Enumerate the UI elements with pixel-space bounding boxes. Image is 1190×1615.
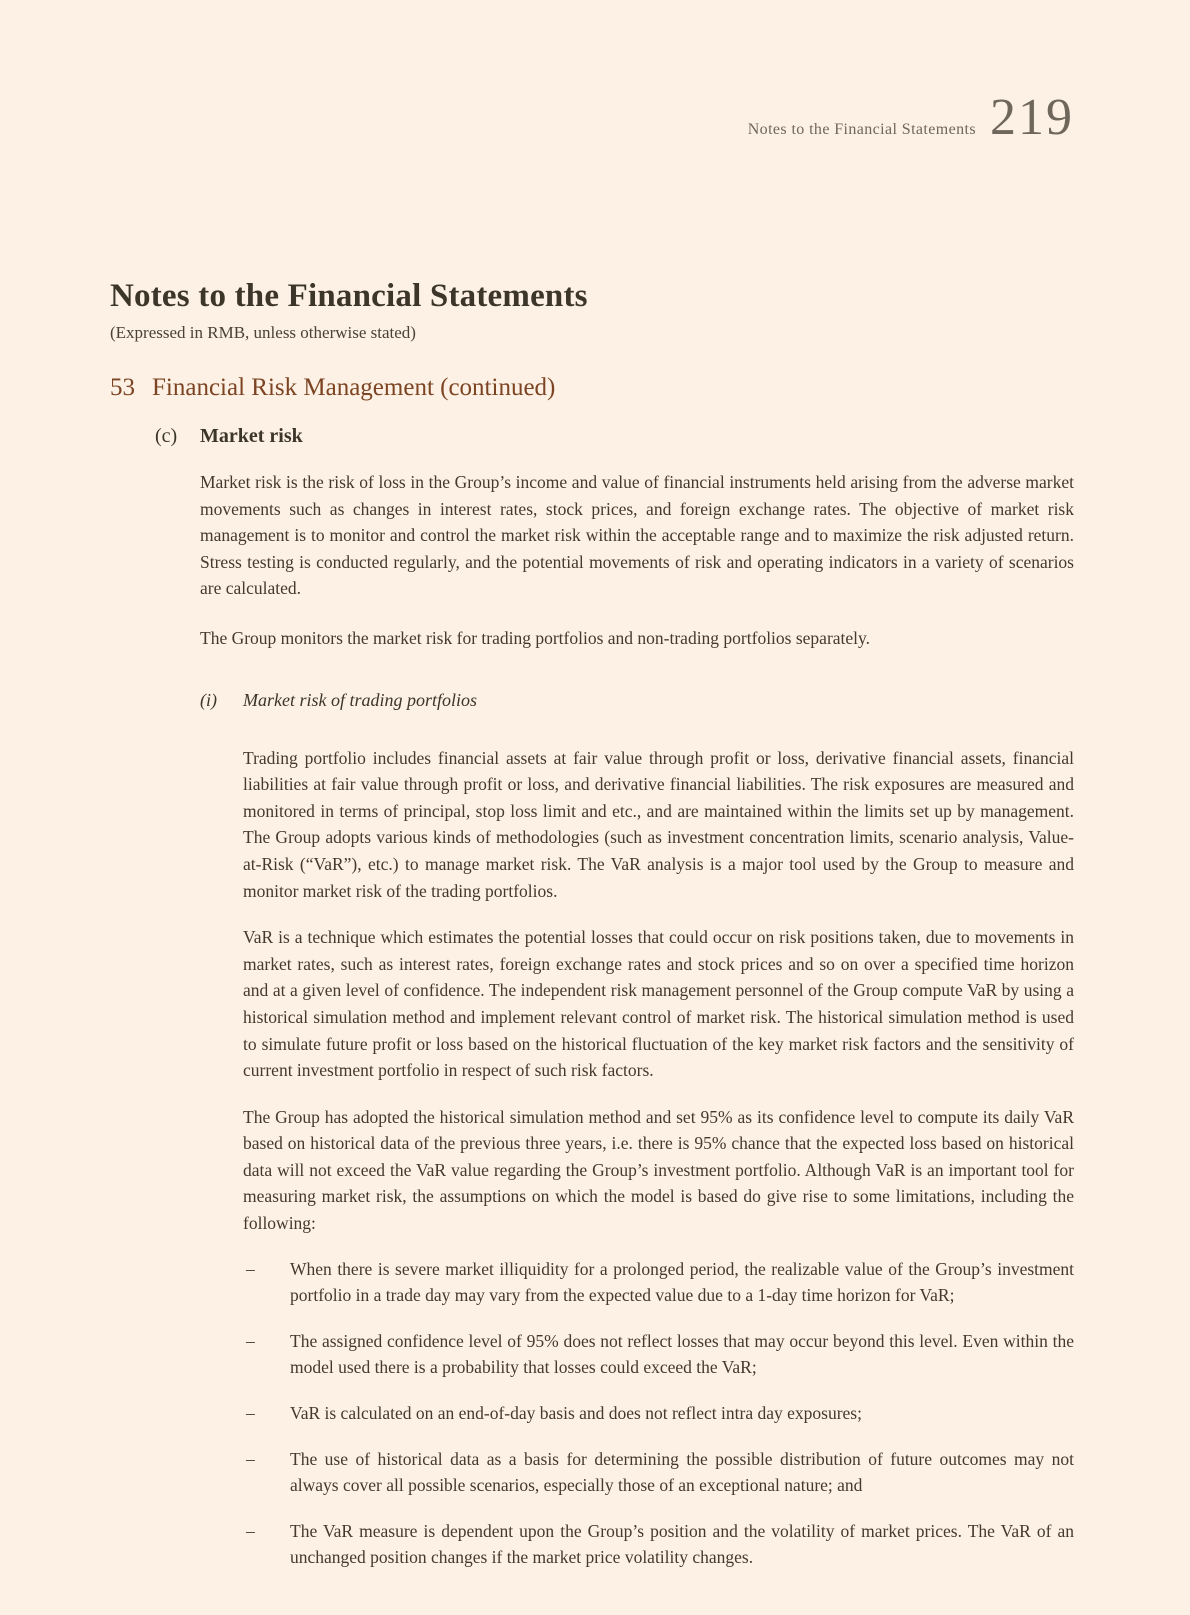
page-number: 219 bbox=[990, 89, 1074, 146]
paragraph: Trading portfolio includes financial assets at fair value through profit or loss, derivative financial assets, financial liabilities at fair value through profit or loss, and derivative financial liabilities. The risk exposures are measured and monitored in terms of principal, stop loss limit and etc., and are maintained within the limits set up by management. The Group adopts various kinds of methodologies (such as investment concentration limits, scenario analysis, Value-at-Risk (“VaR”), etc.) to manage market risk. The VaR analysis is a major tool used by the Group to measure and monitor market risk of the trading portfolios. bbox=[243, 747, 1074, 901]
page-title: Notes to the Financial Statements bbox=[110, 278, 588, 314]
bullet-text: VaR is calculated on an end-of-day basis and does not reflect intra day exposures; bbox=[290, 1403, 862, 1424]
bullet-text: When there is severe market illiquidity for a prolonged period, the realizable value of the Group’s investment portfolio in a trade day may vary from the expected value due to a 1-day time horizon for VaR; bbox=[290, 1258, 1074, 1306]
section-title: Financial Risk Management (continued) bbox=[152, 374, 556, 401]
bullet-text: The use of historical data as a basis for determining the possible distribution of future outcomes may not always cover all possible scenarios, especially those of an exceptional nature; and bbox=[290, 1448, 1074, 1496]
bullet-text: The VaR measure is dependent upon the Group’s position and the volatility of market prices. The VaR of an unchanged position changes if the market price volatility changes. bbox=[290, 1520, 1074, 1568]
bullet-dash: – bbox=[246, 1520, 255, 1541]
item-body bbox=[243, 745, 1074, 1571]
list-item bbox=[243, 1518, 1074, 1571]
section-number: 53 bbox=[110, 374, 135, 401]
content-column bbox=[110, 276, 1074, 1571]
subsection-heading bbox=[110, 423, 1074, 449]
list-item bbox=[243, 1446, 1074, 1499]
item-label: (i) bbox=[200, 689, 217, 710]
running-header-title: Notes to the Financial Statements bbox=[747, 121, 976, 138]
subsection-label: (c) bbox=[155, 425, 178, 447]
list-item bbox=[243, 1400, 1074, 1427]
page-subtitle: (Expressed in RMB, unless otherwise stated) bbox=[110, 323, 416, 342]
section-heading bbox=[110, 372, 1074, 404]
item-heading bbox=[200, 688, 1074, 712]
paragraph: The Group monitors the market risk for trading portfolios and non-trading portfolios separately. bbox=[200, 627, 871, 648]
bullet-dash: – bbox=[246, 1403, 255, 1424]
bullet-dash: – bbox=[246, 1330, 255, 1351]
paragraph: VaR is a technique which estimates the potential losses that could occur on risk positions taken, due to movements in market rates, such as interest rates, foreign exchange rates and stock prices and so on over a specified time horizon and at a given level of confidence. The independent risk management personnel of the Group compute VaR by using a historical simulation method and implement relevant control of market risk. The historical simulation method is used to simulate future profit or loss based on the historical fluctuation of the key market risk factors and the sensitivity of current investment portfolio in respect of such risk factors. bbox=[243, 927, 1074, 1081]
item-title: Market risk of trading portfolios bbox=[243, 689, 477, 710]
bullet-dash: – bbox=[246, 1448, 255, 1469]
list-item bbox=[243, 1256, 1074, 1309]
subsection-body bbox=[200, 469, 1074, 652]
paragraph: Market risk is the risk of loss in the Group’s income and value of financial instruments held arising from the adverse market movements such as changes in interest rates, stock prices, and foreign exchange rates. The objective of market risk management is to monitor and control the market risk within the acceptable range and to maximize the risk adjusted return. Stress testing is conducted regularly, and the potential movements of risk and operating indicators in a variety of scenarios are calculated. bbox=[200, 472, 1074, 599]
running-header bbox=[747, 89, 1074, 146]
bullet-text: The assigned confidence level of 95% does not reflect losses that may occur beyond this level. Even within the model used there is a probability that losses could exceed the VaR; bbox=[290, 1330, 1074, 1378]
paragraph: The Group has adopted the historical simulation method and set 95% as its confidence level to compute its daily VaR based on historical data of the previous three years, i.e. there is 95% chance that the expected loss based on historical data will not exceed the VaR value regarding the Group’s investment portfolio. Although VaR is an important tool for measuring market risk, the assumptions on which the model is based do give rise to some limitations, including the following: bbox=[243, 1106, 1074, 1234]
bullet-list bbox=[243, 1256, 1074, 1571]
bullet-dash: – bbox=[246, 1258, 255, 1279]
subsection-title: Market risk bbox=[200, 425, 303, 447]
list-item bbox=[243, 1328, 1074, 1381]
